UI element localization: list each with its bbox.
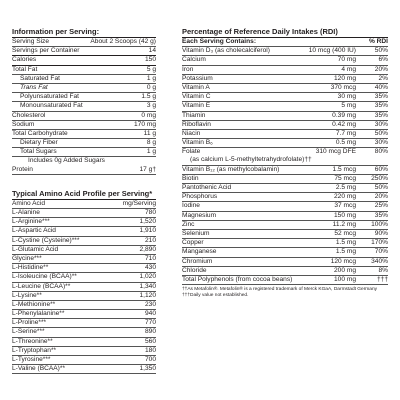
- rdi-row: [182, 248, 388, 257]
- amino-row: [12, 338, 156, 347]
- rdi-nutrient: Riboflavin: [182, 120, 211, 128]
- rdi-percent: 8%: [378, 266, 388, 274]
- nutrition-heading: Information per Serving:: [12, 27, 100, 36]
- rdi-row: [182, 166, 388, 175]
- rdi-heading: Percentage of Reference Daily Intakes (RDI): [182, 27, 338, 36]
- rdi-row: [182, 202, 388, 211]
- nutrition-label: Total Sugars: [20, 148, 57, 156]
- rdi-percent: 35%: [374, 93, 388, 101]
- rdi-amount: 5 mg: [341, 102, 356, 110]
- amino-name: L-Leucine (BCAA)**: [12, 282, 71, 290]
- nutrition-row: [12, 130, 156, 139]
- rdi-row: [182, 175, 388, 184]
- nutrition-row: [12, 102, 156, 111]
- rdi-row: [182, 139, 388, 148]
- rdi-nutrient: Manganese: [182, 248, 217, 256]
- rdi-percent: 50%: [374, 184, 388, 191]
- amino-mg: 1,520: [139, 218, 156, 226]
- amino-mg: 180: [144, 346, 156, 354]
- nutrition-label: Protein: [12, 165, 33, 173]
- nutrition-label: Includes 0g Added Sugars: [28, 157, 105, 165]
- amino-row: [12, 227, 156, 236]
- rdi-percent: 2%: [378, 74, 388, 82]
- amino-row: [12, 292, 156, 301]
- amino-mg: 1,350: [139, 365, 156, 373]
- amino-mg: 770: [144, 319, 156, 327]
- rdi-nutrient: Total Polyphenols (from cocoa beans): [182, 275, 293, 283]
- rdi-amount: 120 mg: [334, 74, 356, 82]
- nutrition-label: Polyunsaturated Fat: [20, 93, 80, 101]
- right-panel: [182, 27, 388, 299]
- rdi-percent: 25%: [374, 202, 388, 210]
- amino-name: L-Isoleucine (BCAA)**: [12, 273, 77, 281]
- nutrition-label: Saturated Fat: [20, 74, 60, 82]
- rdi-row: [182, 267, 388, 276]
- amino-row: [12, 246, 156, 255]
- rdi-amount: 0.5 mg: [335, 139, 356, 147]
- amino-mg: 560: [144, 337, 156, 345]
- rdi-row: [182, 84, 388, 93]
- amino-name: L-Valine (BCAA)**: [12, 365, 66, 373]
- rdi-nutrient: Vitamin D₃ (as cholecalciferol): [182, 47, 270, 55]
- rdi-amount: 120 mcg: [330, 257, 356, 265]
- rdi-row: [182, 221, 388, 230]
- rdi-amount: 2.5 mg: [335, 184, 356, 191]
- amino-mg: 890: [144, 328, 156, 336]
- rdi-amount: 1.5 mg: [335, 239, 356, 247]
- rdi-amount: 75 mcg: [334, 174, 356, 182]
- amino-name: L-Serine***: [12, 328, 45, 336]
- nutrition-value: 8 g: [146, 139, 156, 147]
- nutrition-label: Monounsaturated Fat: [20, 102, 83, 110]
- nutrition-row: [12, 47, 156, 56]
- rdi-percent: 60%: [374, 165, 388, 173]
- amino-name: L-Phenylalanine**: [12, 310, 65, 318]
- amino-mg: 1,020: [139, 273, 156, 281]
- nutrition-row: [12, 139, 156, 148]
- amino-name: L-Aspartic Acid: [12, 227, 56, 235]
- rdi-percent: 340%: [371, 257, 388, 265]
- rdi-nutrient: Niacin: [182, 129, 201, 137]
- rdi-table: [182, 47, 388, 285]
- nutrition-label: Total Carbohydrate: [12, 129, 68, 137]
- nutrition-row: [12, 148, 156, 157]
- rdi-nutrient: Folate: [182, 148, 201, 156]
- rdi-percent: 35%: [374, 211, 388, 219]
- amino-name: L-Tyrosine***: [12, 356, 51, 363]
- rdi-footnote-metafolin: ††As Metafolin®. Metafolin® is a registered trademark of Merck KGaA, Darmstadt Germany: [182, 287, 378, 293]
- rdi-percent: 50%: [374, 47, 388, 55]
- nutrition-label: Trans Fat: [20, 83, 48, 91]
- amino-mg: 700: [144, 356, 156, 363]
- amino-mg: 1,120: [139, 291, 156, 299]
- rdi-row: [182, 75, 388, 84]
- nutrition-value: 11 g: [143, 129, 156, 137]
- nutrition-value: About 2 Scoops (42 g): [90, 38, 156, 45]
- rdi-nutrient: Phosphorus: [182, 193, 218, 201]
- amino-name: L-Tryptophan**: [12, 346, 57, 354]
- nutrition-table: [12, 38, 156, 175]
- nutrition-value: 3 g: [146, 102, 156, 110]
- rdi-percent: 70%: [374, 248, 388, 256]
- rdi-amount: 150 mg: [334, 211, 356, 219]
- amino-row: [12, 328, 156, 337]
- rdi-amount: 100 mg: [334, 275, 356, 283]
- amino-row: [12, 209, 156, 218]
- rdi-percent: 80%: [374, 148, 388, 156]
- rdi-footnote-dv: †††Daily value not established.: [182, 293, 249, 299]
- rdi-amount: 0.42 mg: [332, 120, 356, 128]
- amino-name: Glycine***: [12, 254, 42, 262]
- rdi-nutrient: Iron: [182, 65, 194, 73]
- rdi-amount: 0.39 mg: [332, 111, 356, 119]
- rdi-percent: 6%: [378, 56, 388, 64]
- nutrition-row: [12, 112, 156, 121]
- rdi-nutrient: Biotin: [182, 174, 199, 182]
- nutrition-label: Cholesterol: [12, 111, 46, 119]
- amino-row: [12, 356, 156, 365]
- amino-name: L-Arginine***: [12, 218, 50, 226]
- amino-name: L-Lysine**: [12, 291, 42, 299]
- amino-col-left: Amino Acid: [12, 199, 45, 207]
- rdi-row: [182, 102, 388, 111]
- rdi-percent: 30%: [374, 120, 388, 128]
- amino-mg: 230: [144, 300, 156, 308]
- amino-mg: 430: [144, 264, 156, 272]
- rdi-amount: 30 mg: [337, 93, 356, 101]
- nutrition-label: Total Fat: [12, 65, 38, 73]
- rdi-row: [182, 276, 388, 285]
- amino-name: L-Histidine**: [12, 264, 49, 272]
- nutrition-value: 1 g: [146, 148, 156, 156]
- nutrition-row: [12, 121, 156, 130]
- nutrition-value: 5 g: [146, 65, 156, 73]
- rdi-nutrient: Copper: [182, 239, 204, 247]
- rdi-row: [182, 93, 388, 102]
- amino-heading: Typical Amino Acid Profile per Serving*: [12, 188, 153, 198]
- rdi-row: [182, 56, 388, 65]
- nutrition-row: [12, 66, 156, 75]
- nutrition-row: [12, 166, 156, 175]
- rdi-percent: 170%: [371, 239, 388, 247]
- rdi-row: [182, 121, 388, 130]
- rdi-row: [182, 148, 388, 156]
- rdi-row: [182, 230, 388, 239]
- rdi-nutrient: Chloride: [182, 266, 207, 274]
- rdi-percent: 30%: [374, 139, 388, 147]
- rdi-amount: 70 mg: [337, 56, 356, 64]
- rdi-amount: 37 mcg: [334, 202, 356, 210]
- rdi-nutrient: Selenium: [182, 229, 210, 237]
- amino-name: L-Threonine**: [12, 337, 53, 345]
- rdi-amount: 7.7 mg: [335, 129, 356, 137]
- amino-mg: 210: [144, 236, 156, 244]
- amino-row: [12, 273, 156, 282]
- rdi-nutrient: Calcium: [182, 56, 206, 64]
- amino-row: [12, 255, 156, 264]
- rdi-nutrient: Vitamin B₁₂ (as methylcobalamin): [182, 165, 280, 173]
- nutrition-row: [12, 75, 156, 84]
- amino-name: L-Cystine (Cysteine)***: [12, 236, 80, 244]
- amino-mg: 780: [144, 209, 156, 216]
- rdi-percent: 250%: [371, 174, 388, 182]
- rdi-row: [182, 156, 388, 165]
- rdi-amount: 1.5 mg: [335, 248, 356, 256]
- nutrition-label: Dietary Fiber: [20, 139, 58, 147]
- rdi-amount: 200 mg: [334, 266, 356, 274]
- rdi-nutrient: (as calcium L-5-methyltetrahydrofolate)††: [190, 156, 312, 164]
- rdi-row: [182, 130, 388, 139]
- rdi-nutrient: Zinc: [182, 220, 195, 228]
- nutrition-label: Sodium: [12, 120, 35, 128]
- nutrition-label: Serving Size: [12, 38, 50, 45]
- rdi-amount: 11.2 mg: [332, 220, 356, 228]
- rdi-col-left: Each Serving Contains:: [182, 38, 257, 45]
- rdi-nutrient: Vitamin E: [182, 102, 211, 110]
- rdi-percent: 35%: [374, 111, 388, 119]
- rdi-row: [182, 47, 388, 56]
- rdi-percent: 35%: [374, 102, 388, 110]
- rdi-row: [182, 66, 388, 75]
- amino-row: [12, 301, 156, 310]
- rdi-percent: 100%: [371, 220, 388, 228]
- rdi-percent: 40%: [374, 83, 388, 91]
- amino-table: [12, 209, 156, 374]
- nutrition-row: [12, 93, 156, 102]
- nutrition-row: [12, 84, 156, 93]
- rdi-nutrient: Thiamin: [182, 111, 206, 119]
- rdi-row: [182, 212, 388, 221]
- amino-row: [12, 319, 156, 328]
- rdi-nutrient: Magnesium: [182, 211, 217, 219]
- nutrition-value: 17 g†: [139, 165, 156, 173]
- nutrition-value: 150: [144, 56, 156, 64]
- amino-col-right: mg/Serving: [122, 199, 156, 207]
- rdi-amount: 1.5 mcg: [332, 165, 356, 173]
- rdi-percent: †††: [376, 275, 388, 283]
- nutrition-value: 170 mg: [134, 120, 156, 128]
- amino-row: [12, 237, 156, 246]
- amino-row: [12, 347, 156, 356]
- amino-name: L-Alanine: [12, 209, 40, 216]
- rdi-row: [182, 239, 388, 248]
- rdi-nutrient: Potassium: [182, 74, 213, 82]
- rdi-percent: 20%: [374, 65, 388, 73]
- amino-row: [12, 365, 156, 374]
- rdi-amount: 220 mg: [334, 193, 356, 201]
- nutrition-label: Calories: [12, 56, 37, 64]
- rdi-amount: 310 mcg DFE: [315, 148, 356, 156]
- nutrition-value: 0 mg: [141, 111, 156, 119]
- amino-name: L-Methionine**: [12, 300, 56, 308]
- left-panel: [12, 27, 156, 374]
- rdi-row: [182, 112, 388, 121]
- rdi-nutrient: Pantothenic Acid: [182, 184, 232, 191]
- rdi-row: [182, 184, 388, 193]
- amino-row: [12, 310, 156, 319]
- nutrition-value: 0 g: [146, 83, 156, 91]
- nutrition-row: [12, 157, 156, 165]
- rdi-nutrient: Chromium: [182, 257, 213, 265]
- rdi-percent: 20%: [374, 193, 388, 201]
- rdi-percent: 50%: [374, 129, 388, 137]
- nutrition-label: Servings per Container: [12, 47, 80, 55]
- rdi-amount: 4 mg: [341, 65, 356, 73]
- rdi-percent: 90%: [374, 229, 388, 237]
- rdi-amount: 52 mcg: [334, 229, 356, 237]
- nutrition-value: 14: [148, 47, 156, 55]
- nutrition-value: 1 g: [146, 74, 156, 82]
- rdi-row: [182, 193, 388, 202]
- rdi-column-header: [182, 38, 388, 47]
- nutrition-value: 1.5 g: [141, 93, 156, 101]
- rdi-nutrient: Iodine: [182, 202, 200, 210]
- rdi-amount: 10 mcg (400 IU): [308, 47, 356, 55]
- rdi-amount: 370 mcg: [330, 83, 356, 91]
- amino-mg: 1,910: [139, 227, 156, 235]
- nutrition-row: [12, 38, 156, 47]
- rdi-col-right: % RDI: [368, 38, 388, 45]
- amino-mg: 940: [144, 310, 156, 318]
- amino-row: [12, 264, 156, 273]
- amino-row: [12, 218, 156, 227]
- amino-row: [12, 283, 156, 292]
- amino-name: L-Glutamic Acid: [12, 245, 59, 253]
- amino-mg: 2,890: [139, 245, 156, 253]
- rdi-nutrient: Vitamin A: [182, 83, 210, 91]
- rdi-nutrient: Vitamin C: [182, 93, 211, 101]
- amino-mg: 1,340: [139, 282, 156, 290]
- rdi-row: [182, 258, 388, 267]
- amino-column-header: [12, 200, 156, 209]
- amino-mg: 710: [144, 254, 156, 262]
- nutrition-row: [12, 56, 156, 65]
- amino-name: L-Proline***: [12, 319, 47, 327]
- rdi-nutrient: Vitamin B₆: [182, 139, 213, 147]
